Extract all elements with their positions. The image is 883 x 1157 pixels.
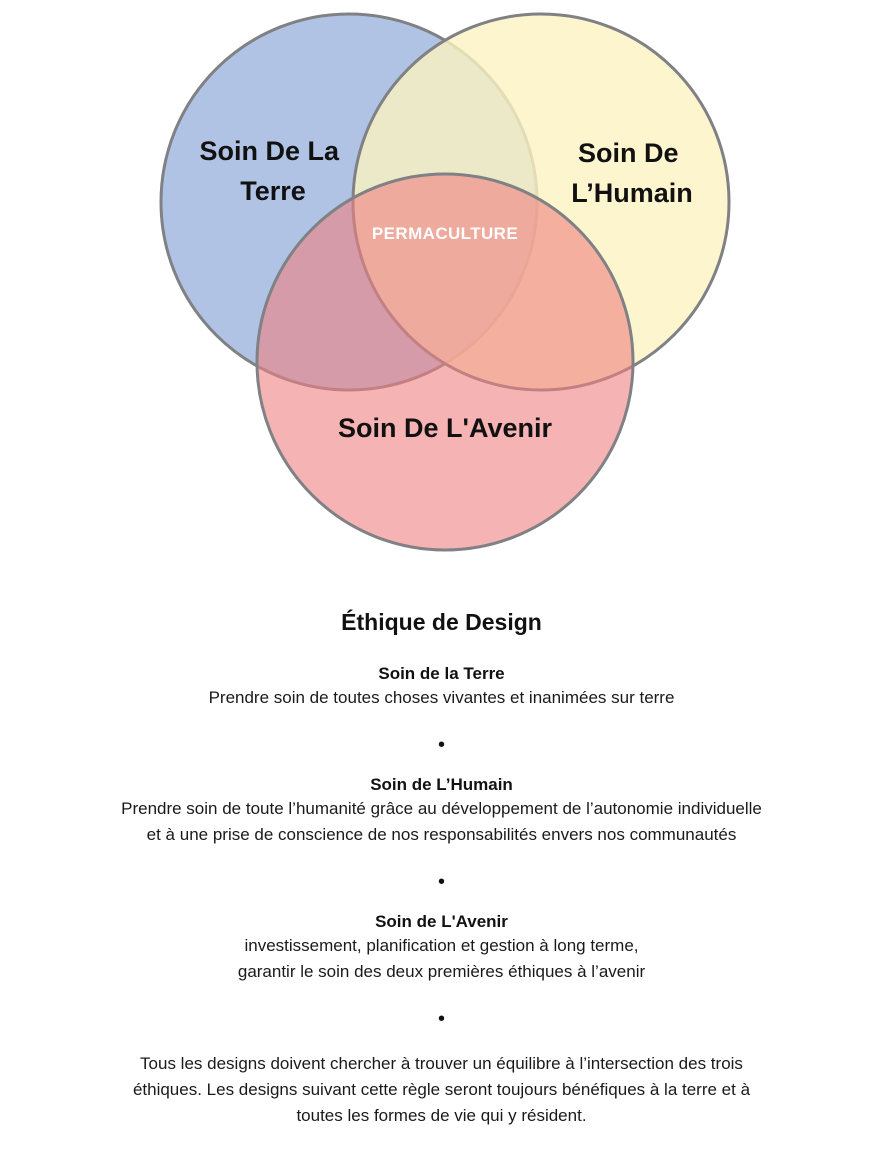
label-soin-de-la-terre: Soin De La Terre (199, 136, 340, 206)
conclusion-paragraph (72, 1051, 812, 1129)
ethic-description-line: Prendre soin de toutes choses vivantes et inanimées sur terre (208, 688, 675, 707)
conclusion-line: toutes les formes de vie qui y résident. (296, 1106, 587, 1125)
ethic-soin-de-la-terre (0, 663, 883, 711)
ethic-description-line: garantir le soin des deux premières éthiques à l’avenir (237, 962, 646, 981)
ethic-description-line: Prendre soin de toute l’humanité grâce au développement de l’autonomie individuelle (121, 799, 762, 818)
ethics-title: Éthique de Design (341, 609, 542, 635)
ethics-section (0, 600, 883, 1129)
conclusion-line: Tous les designs doivent chercher à trouver un équilibre à l’intersection des trois (140, 1054, 743, 1073)
bullet-separator: • (437, 734, 445, 756)
ethic-description-line: investissement, planification et gestion à long terme, (244, 936, 639, 955)
conclusion-line: éthiques. Les designs suivant cette règle seront toujours bénéfiques à la terre et à (132, 1080, 751, 1099)
bullet-separator: • (437, 871, 445, 893)
ethic-soin-de-l-humain (0, 774, 883, 848)
label-soin-de-l-avenir: Soin De L'Avenir (338, 413, 552, 443)
ethic-name: Soin de L'Avenir (375, 912, 508, 931)
bullet-separator: • (437, 1008, 445, 1030)
venn-diagram (0, 0, 883, 560)
ethic-soin-de-l-avenir (0, 911, 883, 985)
ethic-name: Soin de la Terre (378, 664, 505, 683)
label-soin-de-l-humain: Soin De L’Humain (571, 138, 693, 208)
ethic-name: Soin de L’Humain (370, 775, 513, 794)
label-permaculture: PERMACULTURE (371, 224, 519, 243)
ethic-description-line: et à une prise de conscience de nos responsabilités envers nos communautés (146, 825, 737, 844)
